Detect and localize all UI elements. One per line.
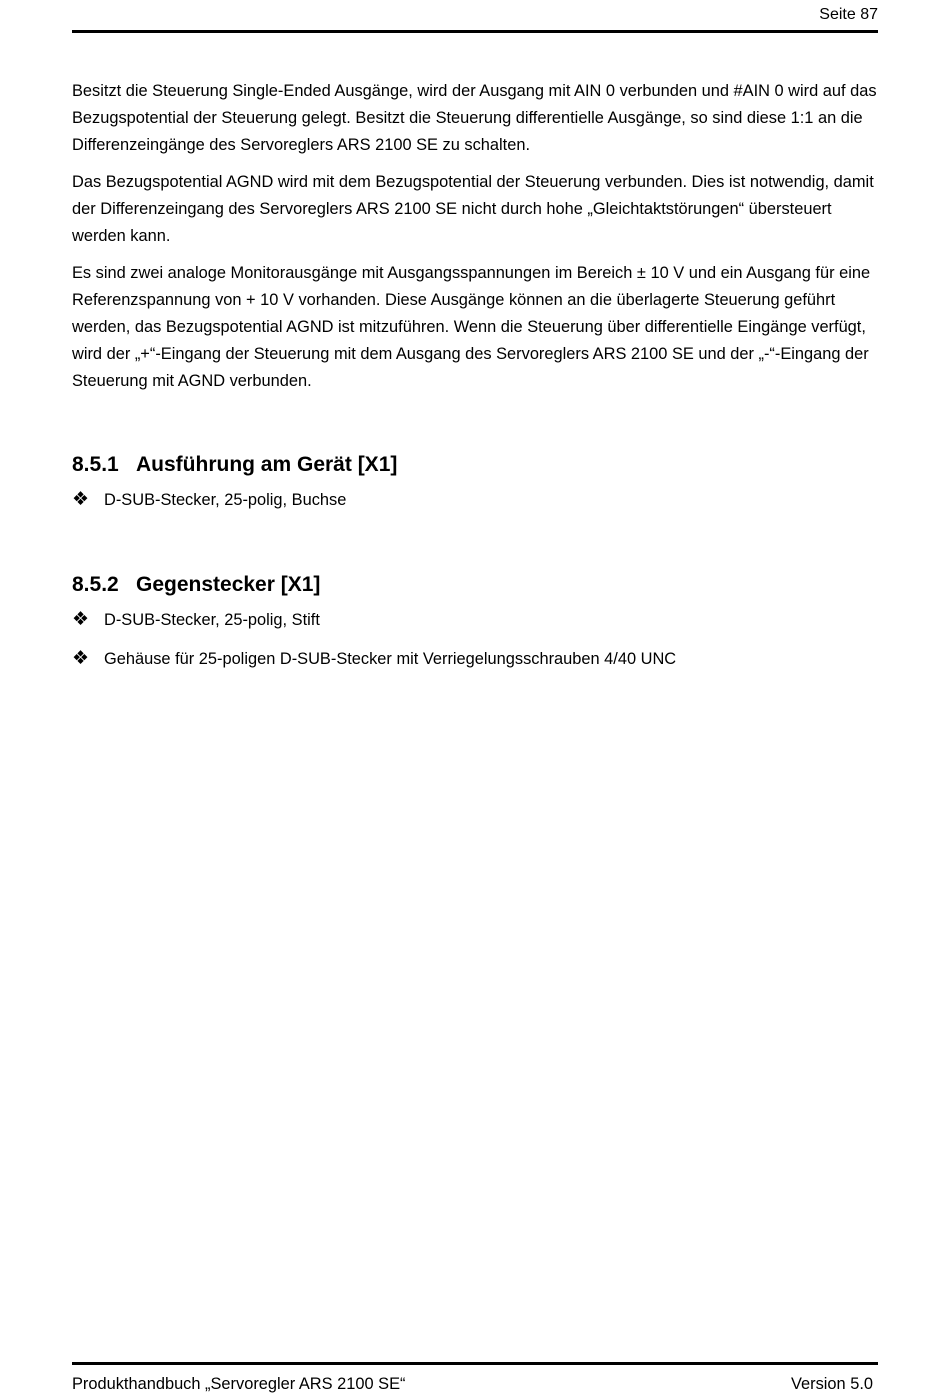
list-item xyxy=(72,607,880,632)
diamond-bullet-icon: ❖ xyxy=(72,488,90,510)
page-number: Seite 87 xyxy=(819,6,878,23)
body-paragraph: Das Bezugspotential AGND wird mit dem Bezugspotential der Steuerung verbunden. Dies ist notwendig, damit der Differenzeingang des Servoreglers ARS 2100 SE nicht durch hohe „Gleichtaktstörungen“ übersteuert werden kann. xyxy=(72,173,874,245)
section-number: 8.5.2 xyxy=(72,573,119,596)
list-item-text: D-SUB-Stecker, 25-polig, Buchse xyxy=(104,491,347,509)
section-8-5-2 xyxy=(72,573,880,671)
footer-document-title: Produkthandbuch „Servoregler ARS 2100 SE“ xyxy=(72,1375,406,1393)
diamond-bullet-icon: ❖ xyxy=(72,647,90,669)
section-number: 8.5.1 xyxy=(72,453,119,476)
section-8-5-1 xyxy=(72,453,880,512)
diamond-bullet-icon: ❖ xyxy=(72,608,90,630)
list-item xyxy=(72,646,880,671)
page-header xyxy=(72,0,878,33)
footer-version: Version 5.0 xyxy=(790,1375,873,1393)
page-footer xyxy=(72,1362,878,1397)
body-paragraph: Besitzt die Steuerung Single-Ended Ausgänge, wird der Ausgang mit AIN 0 verbunden und #AIN 0 wird auf das Bezugspotential der Steuerung gelegt. Besitzt die Steuerung differentielle Ausgänge, so sind diese 1:1 an die Differenzeingänge des Servoreglers ARS 2100 SE zu schalten. xyxy=(72,82,877,154)
bullet-list xyxy=(72,487,880,512)
page-content xyxy=(72,78,880,671)
body-paragraph: Es sind zwei analoge Monitorausgänge mit Ausgangsspannungen im Bereich ± 10 V und ein Ausgang für eine Referenzspannung von + 10 V vorhanden. Diese Ausgänge können an die überlagerte Steuerung geführt werden, das Bezugspotential AGND ist mitzuführen. Wenn die Steuerung über differentielle Eingänge verfügt, wird der „+“-Eingang der Steuerung mit dem Ausgang des Servoreglers ARS 2100 SE und der „-“-Eingang der Steuerung mit AGND verbunden. xyxy=(72,264,871,390)
section-heading xyxy=(72,453,880,477)
list-item-text: Gehäuse für 25-poligen D-SUB-Stecker mit Verriegelungsschrauben 4/40 UNC xyxy=(104,650,677,668)
section-heading xyxy=(72,573,880,597)
bullet-list xyxy=(72,607,880,671)
section-title: Ausführung am Gerät [X1] xyxy=(136,453,398,476)
list-item-text: D-SUB-Stecker, 25-polig, Stift xyxy=(104,611,320,629)
section-title: Gegenstecker [X1] xyxy=(136,573,321,596)
list-item xyxy=(72,487,880,512)
